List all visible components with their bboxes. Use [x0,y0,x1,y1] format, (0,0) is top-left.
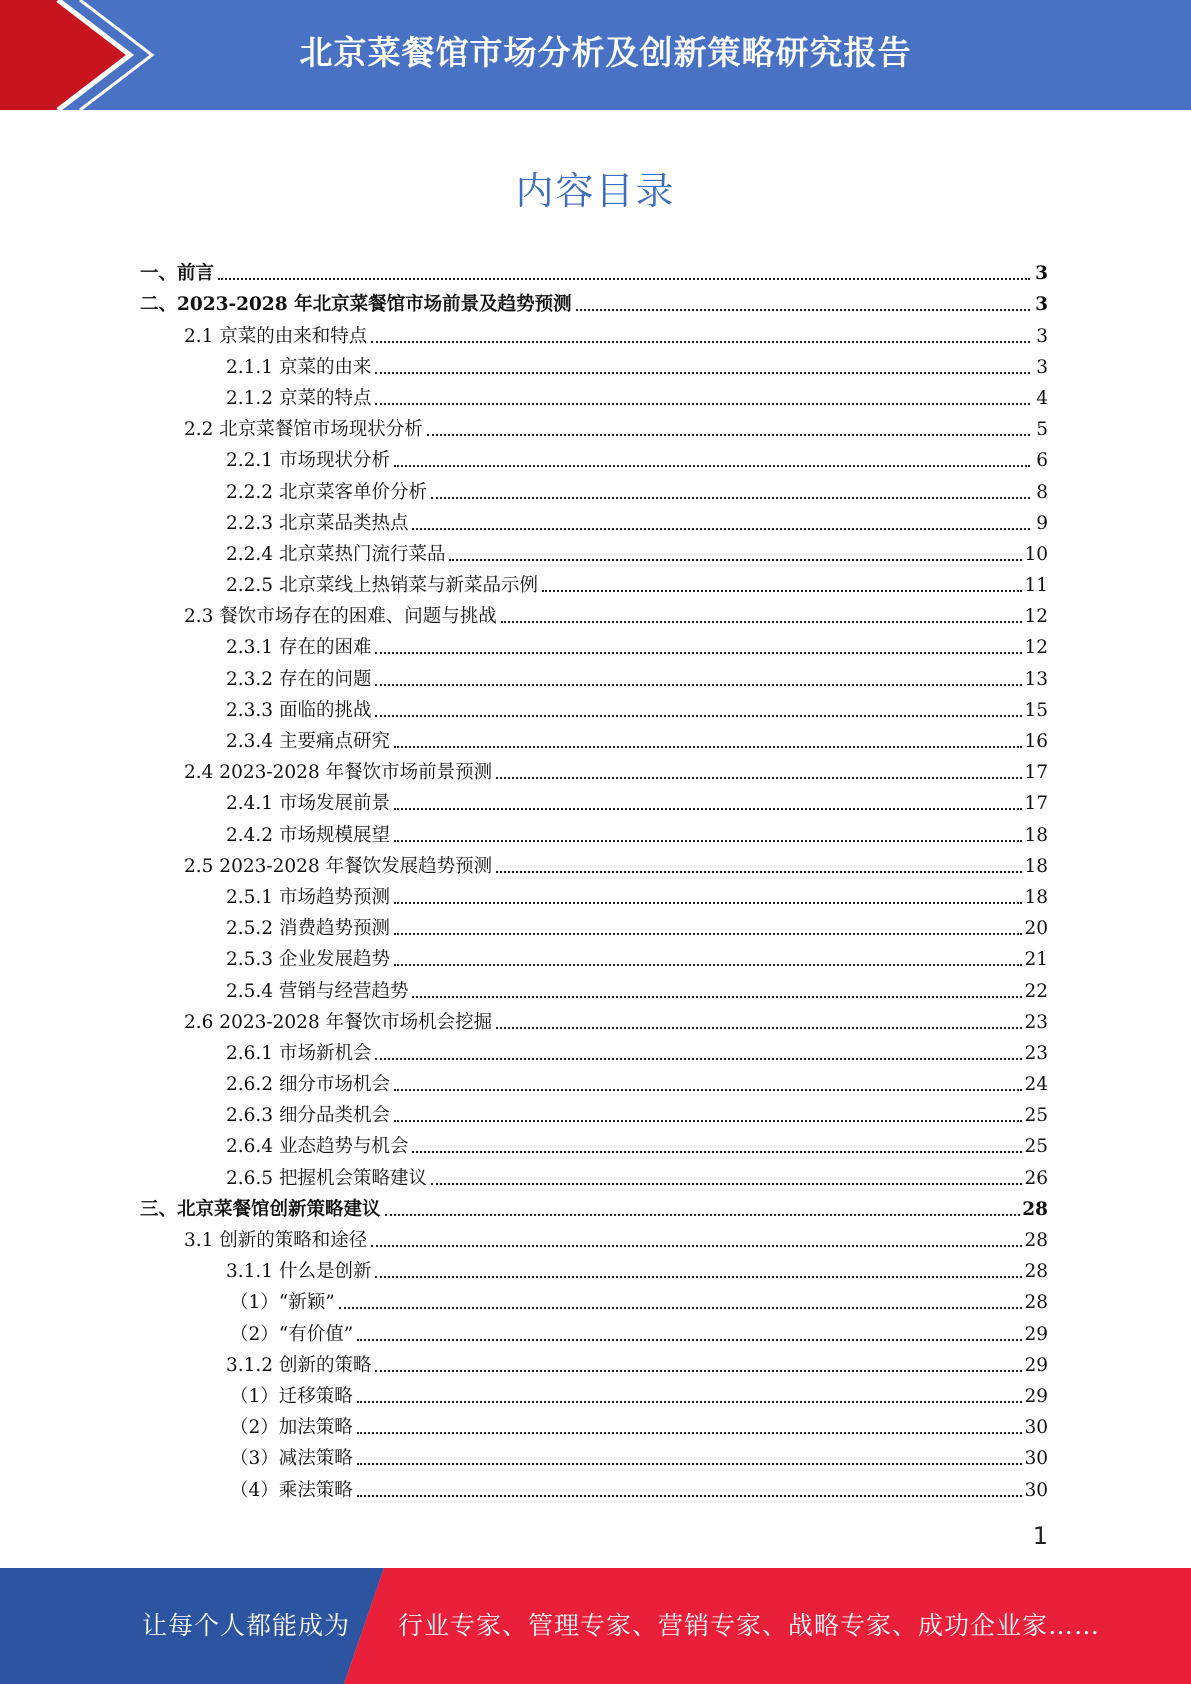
toc-entry-page: 29 [1024,1354,1048,1376]
toc-entry-page: 5 [1036,419,1048,441]
toc-leader-dots [375,1370,1022,1372]
toc-leader-dots [394,840,1022,842]
toc-entry-title: 2.3 餐饮市场存在的困难、问题与挑战 [184,606,497,628]
toc-entry[interactable] [140,410,1048,441]
toc-entry-page: 18 [1024,824,1048,846]
toc-entry[interactable] [140,597,1048,628]
toc-entry-page: 12 [1024,606,1048,628]
toc-leader-dots [375,372,1030,374]
toc-entry-title: 2.5.2 消费趋势预测 [226,918,390,940]
toc-leader-dots [496,871,1022,873]
toc-leader-dots [375,684,1022,686]
table-of-contents [140,254,1048,1502]
toc-entry[interactable] [140,504,1048,535]
toc-entry-title: 2.5.3 企业发展趋势 [226,949,390,971]
toc-leader-dots [427,434,1030,436]
toc-entry-title: （2）加法策略 [230,1417,353,1439]
toc-entry[interactable] [140,254,1048,285]
toc-leader-dots [394,465,1030,467]
toc-entry-page: 17 [1024,762,1048,784]
toc-entry-page: 28 [1022,1198,1048,1220]
toc-entry-page: 30 [1024,1417,1048,1439]
toc-leader-dots [449,559,1022,561]
toc-entry[interactable] [140,472,1048,503]
toc-leader-dots [375,715,1022,717]
toc-entry-title: 2.6.2 细分市场机会 [226,1074,390,1096]
toc-leader-dots [394,746,1022,748]
toc-entry-title: 2.2 北京菜餐馆市场现状分析 [184,419,423,441]
toc-entry[interactable] [140,535,1048,566]
toc-entry-title: 3.1.1 什么是创新 [226,1261,372,1283]
toc-entry-page: 17 [1024,793,1048,815]
toc-leader-dots [375,1058,1022,1060]
toc-entry-title: 2.4.1 市场发展前景 [226,793,390,815]
header-band [0,0,1191,110]
toc-entry[interactable] [140,1158,1048,1189]
toc-entry-title: 2.4.2 市场规模展望 [226,824,390,846]
toc-entry-title: 2.3.4 主要痛点研究 [226,731,390,752]
toc-entry-page: 23 [1024,1042,1048,1064]
toc-entry[interactable] [140,566,1048,597]
toc-entry-title: 2.6 2023-2028 年餐饮市场机会挖掘 [184,1011,493,1033]
toc-entry-title: 2.2.4 北京菜热门流行菜品 [226,543,446,565]
toc-entry-title: 2.2.1 市场现状分析 [226,450,390,472]
toc-entry-page: 10 [1024,543,1048,565]
toc-entry-page: 26 [1024,1167,1048,1189]
footer-slogan-left: 让每个人都能成为 [142,1611,351,1640]
toc-entry-page: 23 [1024,1011,1048,1033]
toc-entry-title: （2）“有价值” [230,1323,354,1345]
toc-entry-page: 16 [1024,731,1048,752]
toc-entry-title: 2.5 2023-2028 年餐饮发展趋势预测 [184,855,493,877]
toc-entry-page: 21 [1024,949,1048,971]
toc-entry-page: 8 [1036,481,1048,503]
toc-entry-page: 12 [1024,637,1048,659]
toc-entry-page: 25 [1024,1105,1048,1127]
toc-entry-page: 9 [1036,512,1048,534]
toc-entry[interactable] [140,1346,1048,1377]
toc-entry[interactable] [140,878,1048,909]
toc-entry[interactable] [140,379,1048,410]
toc-leader-dots [394,964,1022,966]
toc-leader-dots [375,652,1022,654]
toc-entry[interactable] [140,722,1048,753]
toc-leader-dots [394,1089,1022,1091]
toc-entry-title: 一、前言 [140,263,215,285]
toc-leader-dots [542,590,1022,592]
toc-leader-dots [496,1027,1022,1029]
toc-leader-dots [501,621,1023,623]
toc-entry[interactable] [140,1034,1048,1065]
toc-entry-title: 2.1.1 京菜的由来 [226,356,372,378]
toc-entry-title: 二、2023-2028 年北京菜餐馆市场前景及趋势预测 [140,294,572,316]
toc-entry-page: 18 [1024,886,1048,908]
toc-entry[interactable] [140,1408,1048,1439]
toc-entry-title: 2.6.1 市场新机会 [226,1042,372,1064]
toc-entry[interactable] [140,441,1048,472]
toc-entry[interactable] [140,1127,1048,1158]
toc-entry-title: 2.3.2 存在的问题 [226,668,372,690]
toc-entry[interactable] [140,1470,1048,1501]
toc-entry-page: 3 [1036,325,1048,347]
toc-entry-title: 2.6.3 细分品类机会 [226,1105,390,1127]
toc-entry-title: 2.6.4 业态趋势与机会 [226,1136,409,1158]
toc-entry-page: 11 [1024,575,1048,597]
toc-entry[interactable] [140,971,1048,1002]
toc-leader-dots [412,528,1030,530]
toc-entry-page: 28 [1024,1292,1048,1314]
toc-entry-page: 30 [1024,1448,1048,1470]
toc-entry-page: 30 [1024,1479,1048,1501]
toc-leader-dots [218,278,1030,280]
toc-entry[interactable] [140,659,1048,690]
toc-entry-page: 13 [1024,668,1048,690]
toc-entry-title: （1）迁移策略 [230,1385,353,1407]
toc-entry-title: 2.2.3 北京菜品类热点 [226,512,409,534]
toc-leader-dots [357,1339,1022,1341]
toc-entry-page: 29 [1024,1323,1048,1345]
toc-entry-page: 4 [1036,387,1048,409]
toc-entry[interactable] [140,815,1048,846]
toc-entry[interactable] [140,909,1048,940]
toc-entry-page: 29 [1024,1385,1048,1407]
toc-entry-page: 28 [1024,1230,1048,1251]
toc-entry[interactable] [140,628,1048,659]
toc-leader-dots [357,1495,1023,1497]
toc-leader-dots [375,403,1030,405]
toc-entry[interactable] [140,691,1048,722]
toc-entry[interactable] [140,847,1048,878]
toc-entry-page: 3 [1035,294,1048,316]
toc-leader-dots [431,1183,1022,1185]
footer-slogan-right: 行业专家、管理专家、营销专家、战略专家、成功企业家…… [398,1611,1101,1640]
toc-entry[interactable] [140,1190,1048,1221]
toc-entry[interactable] [140,348,1048,379]
toc-entry-title: 3.1 创新的策略和途径 [184,1230,368,1251]
toc-entry-page: 22 [1024,980,1048,1002]
page-number: 1 [1032,1522,1048,1550]
toc-entry-title: 2.3.3 面临的挑战 [226,699,372,721]
toc-heading: 内容目录 [515,169,676,213]
toc-entry[interactable] [140,1252,1048,1283]
toc-leader-dots [357,1401,1023,1403]
toc-entry-page: 15 [1024,699,1048,721]
toc-entry[interactable] [140,285,1048,316]
toc-leader-dots [394,1120,1022,1122]
footer-band [0,1568,1191,1684]
toc-entry-title: 2.2.5 北京菜线上热销菜与新菜品示例 [226,575,538,597]
toc-entry[interactable] [140,316,1048,347]
toc-leader-dots [412,996,1022,998]
toc-entry[interactable] [140,784,1048,815]
toc-entry[interactable] [140,1065,1048,1096]
toc-entry-title: 三、北京菜餐馆创新策略建议 [140,1198,381,1220]
toc-entry[interactable] [140,1439,1048,1470]
toc-leader-dots [371,341,1030,343]
toc-entry[interactable] [140,753,1048,784]
toc-entry-title: 2.1.2 京菜的特点 [226,387,372,409]
toc-entry-title: （3）减法策略 [230,1448,353,1470]
toc-entry-title: （4）乘法策略 [230,1479,353,1501]
toc-leader-dots [412,1151,1022,1153]
toc-leader-dots [394,902,1022,904]
toc-entry-page: 3 [1036,356,1048,378]
toc-leader-dots [431,497,1030,499]
toc-entry[interactable] [140,1221,1048,1252]
toc-entry-title: 2.2.2 北京菜客单价分析 [226,481,427,503]
toc-entry-title: 3.1.2 创新的策略 [226,1354,372,1376]
toc-entry-title: 2.5.4 营销与经营趋势 [226,980,409,1002]
toc-entry-page: 3 [1035,263,1048,285]
toc-leader-dots [357,1463,1023,1465]
toc-leader-dots [339,1307,1023,1309]
toc-entry-page: 25 [1024,1136,1048,1158]
toc-entry[interactable] [140,1283,1048,1314]
toc-leader-dots [357,1432,1023,1434]
toc-entry-page: 24 [1024,1074,1048,1096]
toc-leader-dots [385,1214,1021,1216]
toc-entry[interactable] [140,940,1048,971]
toc-entry-title: 2.4 2023-2028 年餐饮市场前景预测 [184,762,493,784]
report-title: 北京菜餐馆市场分析及创新策略研究报告 [299,33,912,72]
toc-leader-dots [576,309,1030,311]
toc-entry-page: 20 [1024,918,1048,940]
toc-entry-page: 28 [1024,1261,1048,1283]
toc-entry-title: 2.3.1 存在的困难 [226,637,372,659]
toc-leader-dots [394,808,1022,810]
toc-leader-dots [496,777,1022,779]
toc-entry-title: 2.6.5 把握机会策略建议 [226,1167,427,1189]
toc-leader-dots [394,933,1022,935]
toc-leader-dots [371,1245,1022,1247]
toc-entry[interactable] [140,1377,1048,1408]
toc-leader-dots [375,1276,1022,1278]
toc-entry-title: （1）“新颖” [230,1292,335,1314]
toc-entry[interactable] [140,1314,1048,1345]
toc-entry[interactable] [140,1003,1048,1034]
toc-entry-page: 18 [1024,855,1048,877]
toc-entry[interactable] [140,1096,1048,1127]
toc-entry-page: 6 [1036,450,1048,472]
toc-entry-title: 2.1 京菜的由来和特点 [184,325,368,347]
toc-entry-title: 2.5.1 市场趋势预测 [226,886,390,908]
